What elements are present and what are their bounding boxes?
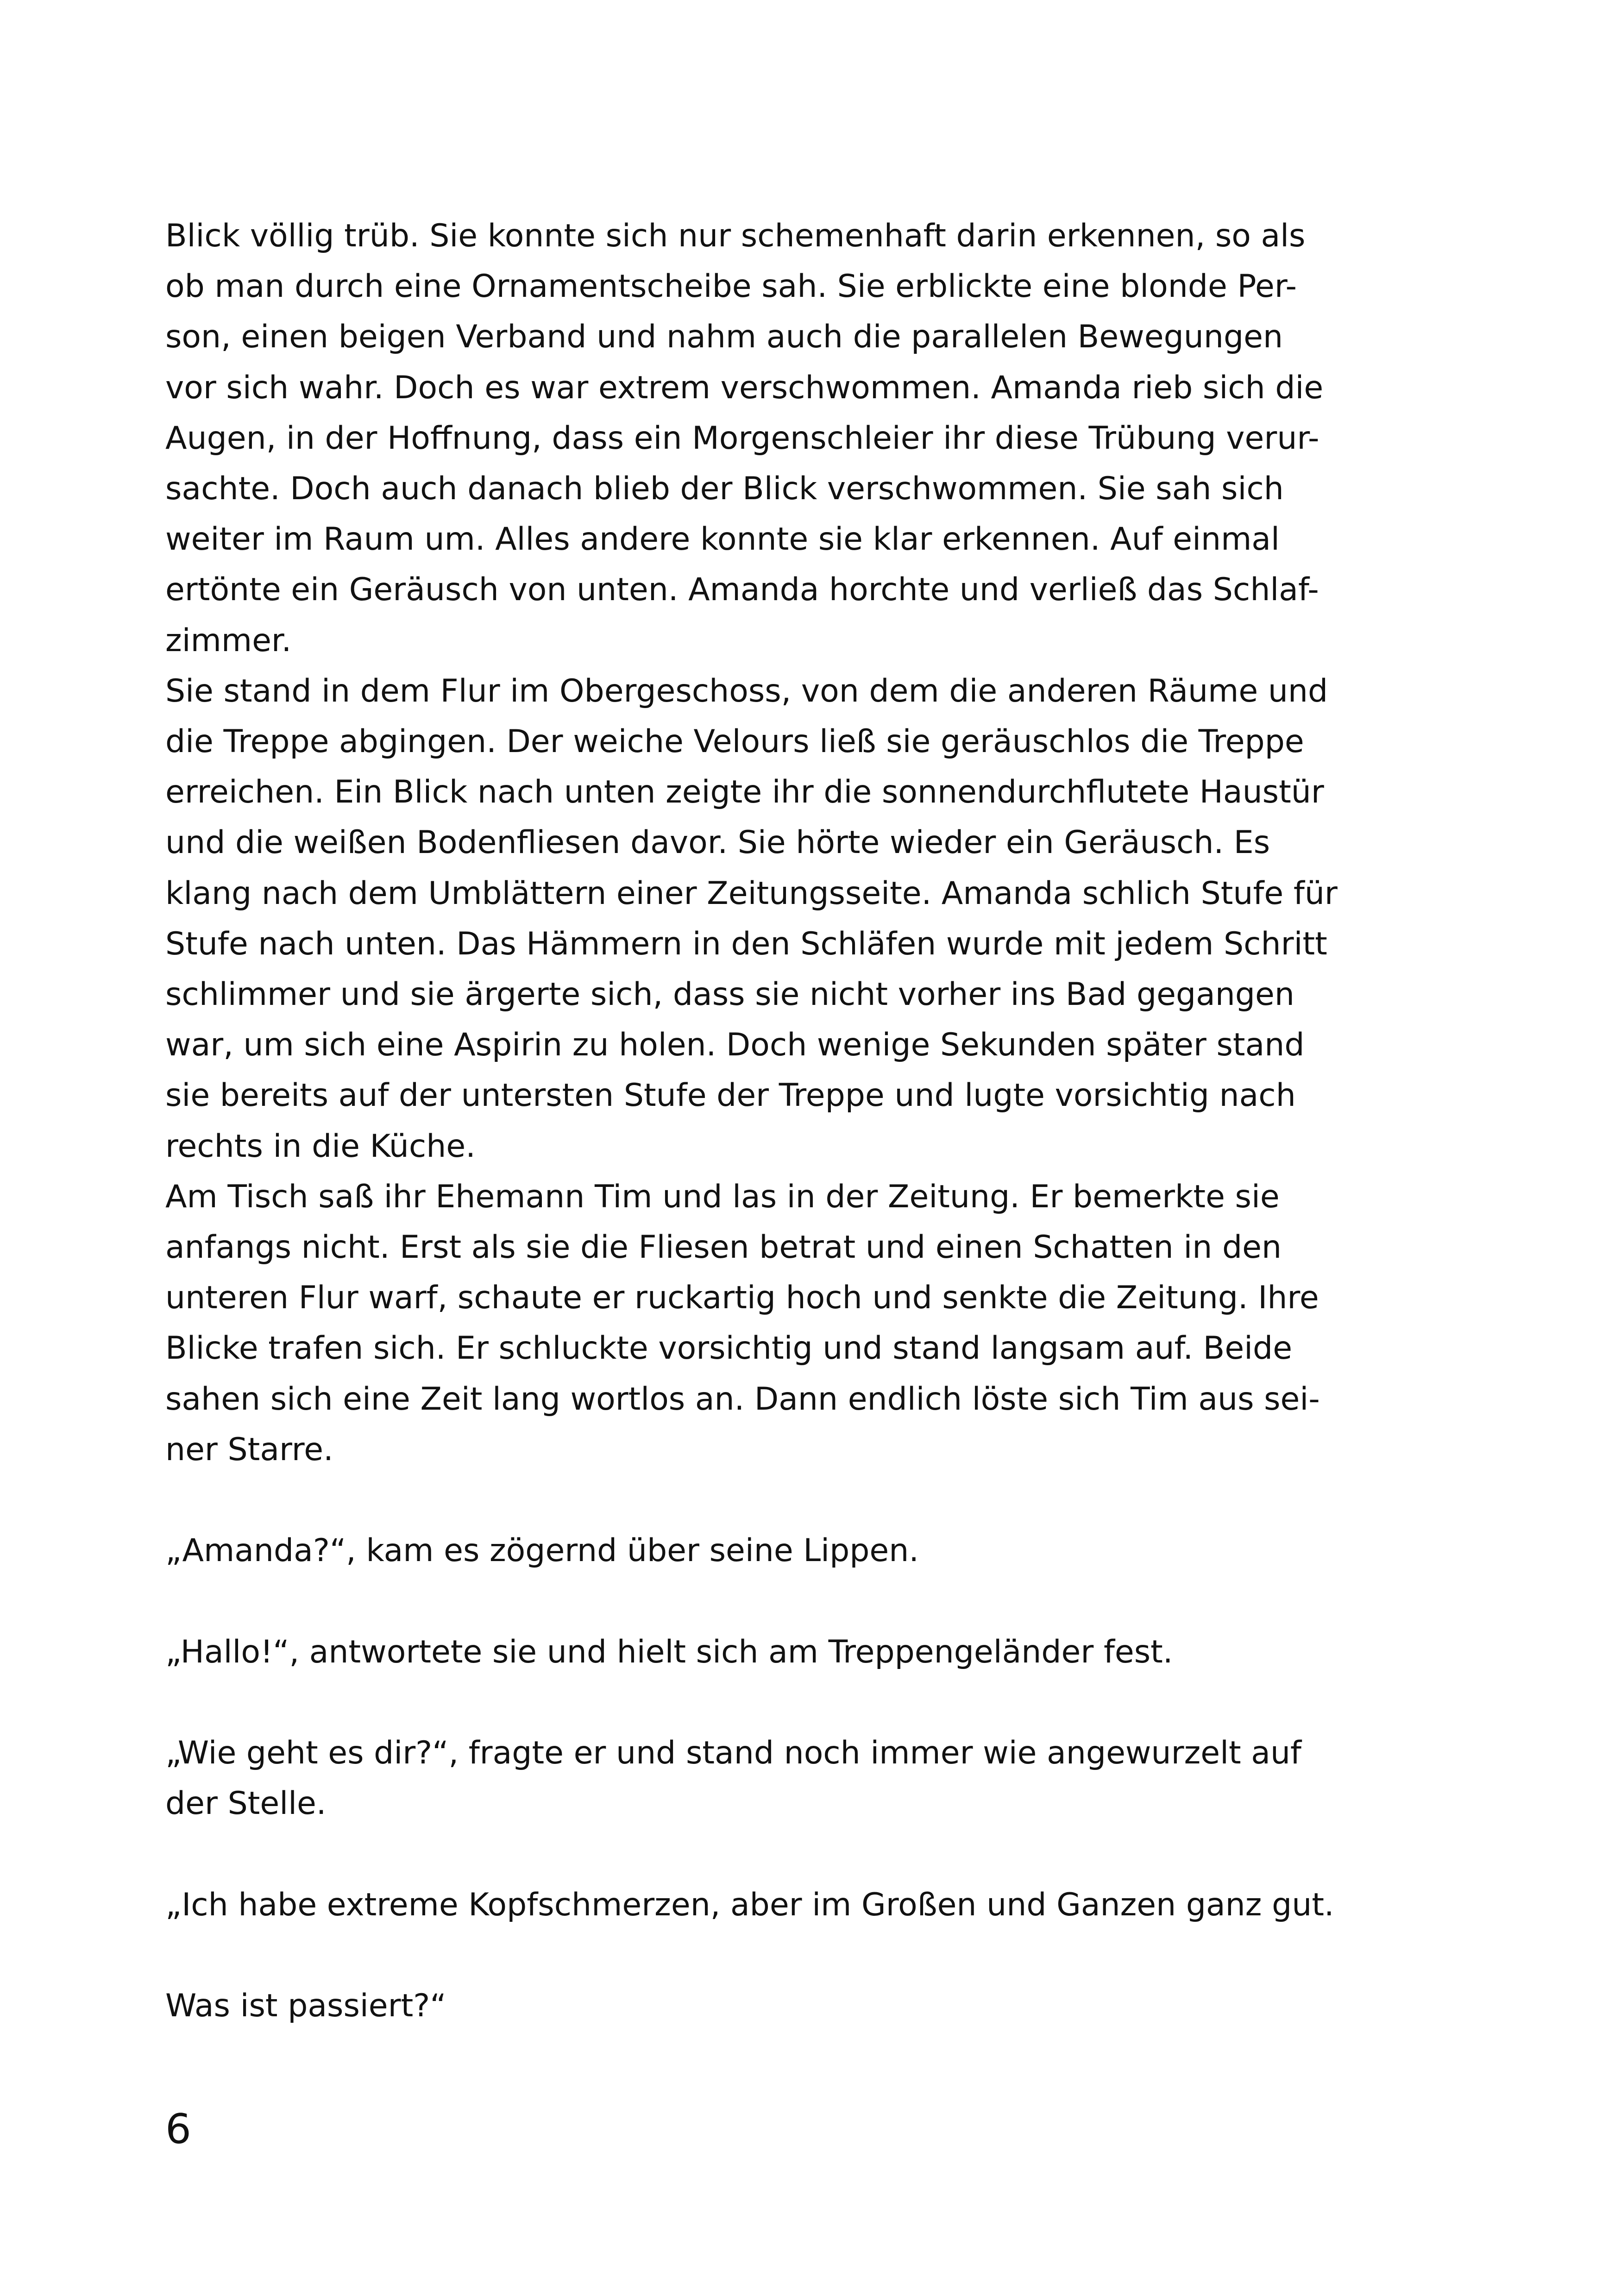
body-text <box>165 211 1453 2031</box>
text-line: sie bereits auf der untersten Stufe der Treppe und lugte vorsichtig nach <box>165 1077 1296 1114</box>
page-number: 6 <box>165 2105 191 2153</box>
dialogue-line-3 <box>165 1728 1453 1829</box>
text-line: war, um sich eine Aspirin zu holen. Doch wenige Sekunden später stand <box>165 1027 1305 1064</box>
text-line: vor sich wahr. Doch es war extrem verschwommen. Amanda rieb sich die <box>165 369 1324 406</box>
text-line: erreichen. Ein Blick nach unten zeigte ihr die sonnendurchflutete Haustür <box>165 774 1324 811</box>
text-line: son, einen beigen Verband und nahm auch die parallelen Bewegungen <box>165 319 1283 356</box>
text-line: „Wie geht es dir?“, fragte er und stand noch immer wie angewurzelt auf <box>165 1735 1301 1772</box>
text-line: zimmer. <box>165 622 292 659</box>
text-line: rechts in die Küche. <box>165 1128 476 1165</box>
text-line: Sie stand in dem Flur im Obergeschoss, von dem die anderen Räume und <box>165 672 1328 709</box>
text-line: „Amanda?“, kam es zögernd über seine Lippen. <box>165 1532 919 1569</box>
paragraph-spacer <box>165 1677 1453 1728</box>
text-line: Blicke trafen sich. Er schluckte vorsichtig und stand langsam auf. Beide <box>165 1330 1293 1367</box>
text-line: ner Starre. <box>165 1431 333 1468</box>
dialogue-line-4 <box>165 1880 1453 1930</box>
text-line: Stufe nach unten. Das Hämmern in den Schläfen wurde mit jedem Schritt <box>165 925 1327 962</box>
text-line: der Stelle. <box>165 1785 327 1822</box>
paragraph-spacer <box>165 1829 1453 1879</box>
paragraph-spacer <box>165 1576 1453 1626</box>
dialogue-line-5 <box>165 1981 1453 2031</box>
text-line: Augen, in der Hoffnung, dass ein Morgenschleier ihr diese Trübung verur- <box>165 420 1319 457</box>
text-line: ertönte ein Geräusch von unten. Amanda horchte und verließ das Schlaf- <box>165 571 1319 609</box>
text-line: weiter im Raum um. Alles andere konnte sie klar erkennen. Auf einmal <box>165 521 1280 558</box>
text-line: Blick völlig trüb. Sie konnte sich nur schemenhaft darin erkennen, so als <box>165 218 1306 254</box>
dialogue-line-1 <box>165 1525 1453 1576</box>
text-line: sahen sich eine Zeit lang wortlos an. Dann endlich löste sich Tim aus sei- <box>165 1380 1320 1418</box>
text-line: „Ich habe extreme Kopfschmerzen, aber im Großen und Ganzen ganz gut. <box>165 1886 1334 1923</box>
text-line: und die weißen Bodenfliesen davor. Sie hörte wieder ein Geräusch. Es <box>165 824 1270 861</box>
text-line: „Hallo!“, antwortete sie und hielt sich am Treppengeländer fest. <box>165 1633 1173 1670</box>
paragraph-spacer <box>165 1930 1453 1981</box>
text-line: klang nach dem Umblättern einer Zeitungsseite. Amanda schlich Stufe für <box>165 875 1338 912</box>
text-line: Am Tisch saß ihr Ehemann Tim und las in der Zeitung. Er bemerkte sie <box>165 1178 1280 1215</box>
text-line: ob man durch eine Ornamentscheibe sah. Sie erblickte eine blonde Per- <box>165 268 1297 305</box>
text-line: unteren Flur warf, schaute er ruckartig hoch und senkte die Zeitung. Ihre <box>165 1280 1319 1317</box>
paragraph-spacer <box>165 1475 1453 1525</box>
text-line: Was ist passiert?“ <box>165 1988 446 2025</box>
paragraph-1 <box>165 211 1453 666</box>
text-line: die Treppe abgingen. Der weiche Velours ließ sie geräuschlos die Treppe <box>165 723 1304 760</box>
paragraph-2 <box>165 666 1453 1172</box>
text-line: anfangs nicht. Erst als sie die Fliesen betrat und einen Schatten in den <box>165 1229 1282 1266</box>
dialogue-line-2 <box>165 1627 1453 1677</box>
text-line: schlimmer und sie ärgerte sich, dass sie nicht vorher ins Bad gegangen <box>165 976 1294 1013</box>
paragraph-3 <box>165 1172 1453 1475</box>
text-line: sachte. Doch auch danach blieb der Blick verschwommen. Sie sah sich <box>165 470 1284 508</box>
